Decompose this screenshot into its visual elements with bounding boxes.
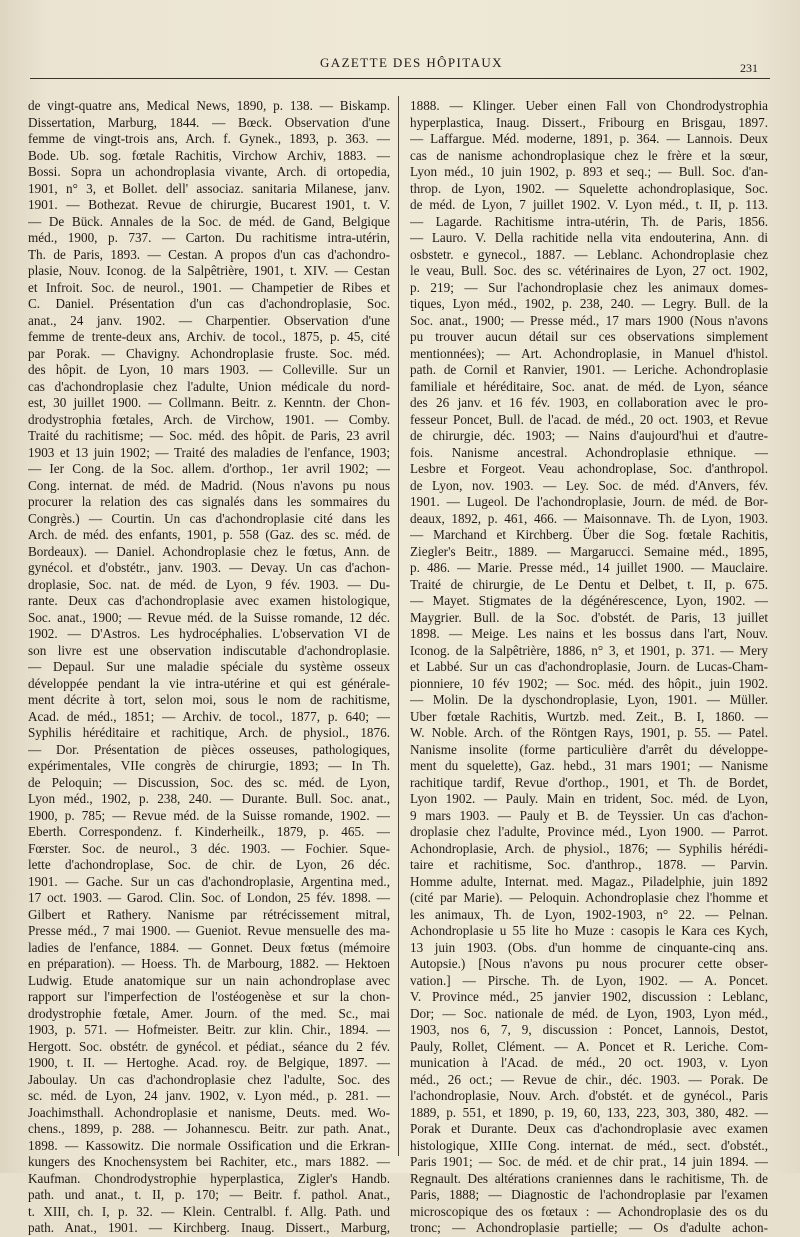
text-line: 1903, p. 571. — Hofmeister. Beitr. zur klin. Chir., 1894. — (28, 1022, 390, 1037)
text-line: droplasie, Soc. nat. de méd. de Lyon, 9 fév. 1903. — Du- (28, 576, 390, 592)
text-line: gynécol. et d'obstétr., janv. 1903. — Devay. Un cas d'achon- (28, 560, 390, 575)
text-line: Fœrster. Soc. de neurol., 3 déc. 1903. — Fochier. Sque- (28, 840, 390, 856)
text-line: cas de nanisme achondroplasique chez le frère et la sœur, (410, 147, 768, 163)
text-line: Dissertation, Marburg, 1844. — Bœck. Observation d'une (28, 114, 390, 130)
text-line: ment du squelette), Gaz. hebd., 31 mars 1901; — Nanisme (410, 758, 768, 773)
text-line: Pauly, Rollet, Clément. — A. Poncet et R. Leriche. Com- (410, 1038, 768, 1054)
text-line: rachitique tardif, Revue d'orthop., 1901, et Th. de Bordet, (410, 774, 768, 790)
text-line: drodystrophie fœtale, Amer. Journ. of the med. Sc., mai (28, 1005, 390, 1021)
text-line: Arch. de méd. des enfants, 1901, p. 558 (Gaz. des sc. méd. de (28, 527, 390, 542)
left-column (28, 98, 390, 1237)
text-line: l'achondroplasie, Nouv. Arch. d'obstét. et de gynécol., Paris (410, 1088, 768, 1103)
text-line: Dor; — Soc. nationale de méd. de Lyon, 1903, Lyon méd., (410, 1005, 768, 1021)
text-line: — Depaul. Sur une maladie spéciale du système osseux (28, 659, 390, 674)
text-line: Presse méd., 7 mai 1900. — Gueniot. Revue mensuelle des ma- (28, 923, 390, 938)
text-line: Joachimsthall. Achondroplasie et nanisme, Deuts. med. Wo- (28, 1104, 390, 1120)
text-line: path. Anat., 1901. — Kirchberg. Inaug. Dissert., Marburg, (28, 1220, 390, 1235)
column-divider (398, 96, 399, 1156)
text-line: histologique, XIIIe Cong. internat. de méd., sect. d'obstét., (410, 1137, 768, 1153)
text-line: Paris 1901; — Soc. de méd. et de chir prat., 14 juin 1894. — (410, 1154, 768, 1169)
text-line: Traité du rachitisme; — Soc. méd. des hôpit. de Paris, 23 avril (28, 428, 390, 443)
text-line: son livre est une observation indiscutable d'achondroplasie. (28, 642, 390, 658)
text-line: ladies de l'enfance, 1884. — Gonnet. Deux fœtus (mémoire (28, 939, 390, 955)
text-line: des hôpit. de Lyon, 10 mars 1903. — Colleville. Sur un (28, 362, 390, 377)
running-header (0, 55, 800, 75)
text-line: — Molin. De la dyschondroplasie, Lyon, 1901. — Müller. (410, 692, 768, 707)
text-line: deaux, 1892, p. 461, 466. — Maisonnave. Th. de Lyon, 1903. (410, 510, 768, 526)
text-line: 1889, p. 551, et 1890, p. 19, 60, 133, 223, 303, 380, 482. — (410, 1104, 768, 1120)
text-line: Hergott. Soc. obstétr. de gynécol. et pédiat., séance du 2 fév. (28, 1038, 390, 1054)
text-line: W. Noble. Arch. of the Röntgen Rays, 1901, p. 55. — Patel. (410, 725, 768, 740)
text-line: en préparation). — Hoess. Th. de Marbourg, 1882. — Hektoen (28, 956, 390, 971)
text-line: Kaufman. Chondrodystrophie hyperplastica, Zigler's Handb. (28, 1170, 390, 1186)
text-line: Lesbre et Forgeot. Veau achondroplase, Soc. d'anthropol. (410, 461, 768, 476)
text-line: Nanisme insolite (forme particulière d'arrêt du développe- (410, 741, 768, 757)
text-line: femme de trente-deux ans, Archiv. de tocol., 1875, p. 45, cité (28, 329, 390, 344)
text-line: cas d'achondroplasie chez l'adulte, Union médicale du nord- (28, 378, 390, 394)
text-line: Bordeaux). — Daniel. Achondroplasie chez le fœtus, Ann. de (28, 543, 390, 559)
text-line: p. 219; — Sur l'achondroplasie chez les animaux domes- (410, 279, 768, 295)
text-line: le veau, Bull. Soc. des sc. vétérinaires de Lyon, 27 oct. 1902, (410, 263, 768, 278)
text-line: Gilbert et Rathery. Nanisme par rétrécissement mitral, (28, 906, 390, 922)
text-line: mentionnées); — Art. Achondroplasie, in Manuel d'histol. (410, 345, 768, 361)
text-line: path. de Cornil et Ranvier, 1901. — Leriche. Achondroplasie (410, 362, 768, 377)
text-line: et Labbé. Sur un cas d'achondroplasie, Journ. de Lucas-Cham- (410, 659, 768, 674)
text-line: expérimentales, VIIe congrès de chirurgie, 1893; — In Th. (28, 758, 390, 773)
text-line: et Infroit. Soc. de neurol., 1901. — Champetier de Ribes et (28, 279, 390, 295)
text-line: rapport sur l'imperfection de l'ostéogenèse et sur la chon- (28, 989, 390, 1004)
text-line: 1898. — Kassowitz. Die normale Ossification und die Erkran- (28, 1137, 390, 1153)
text-line: Lyon méd., 1902, p. 238, 240. — Durante. Bull. Soc. anat., (28, 791, 390, 806)
text-line: femme de vingt-trois ans, Arch. f. Gynek., 1893, p. 363. — (28, 131, 390, 146)
text-line: anat., 24 janv. 1902. — Charpentier. Observation d'une (28, 312, 390, 328)
text-line: kungers des Knochensystem bei Rachiter, etc., mars 1882. — (28, 1154, 390, 1169)
text-line: V. Province méd., 25 janvier 1902, discussion : Leblanc, (410, 989, 768, 1004)
text-line: Bode. Ub. sog. fœtale Rachitis, Virchow Archiv, 1883. — (28, 147, 390, 163)
text-line: Homme adulte, Internat. med. Magaz., Piladelphie, juin 1892 (410, 873, 768, 889)
text-line: Syphilis héréditaire et rachitique, Arch. de physiol., 1876. (28, 725, 390, 740)
text-line: 1902. — D'Astros. Les hydrocéphalies. L'observation VI de (28, 626, 390, 641)
text-line: Achondroplasie u 55 lite ho Muze : casopis le Kara ces Kych, (410, 923, 768, 938)
text-line: droplasie chez l'adulte, Province méd., Lyon 1900. — Parrot. (410, 824, 768, 839)
text-line: 17 oct. 1903. — Garod. Clin. Soc. of London, 25 fév. 1898. — (28, 890, 390, 905)
text-line: 1901. — Gache. Sur un cas d'achondroplasie, Argentina med., (28, 873, 390, 889)
text-line: 1900, p. 785; — Revue méd. de la Suisse romande, 1902. — (28, 807, 390, 823)
text-line: Ziegler's Beitr., 1889. — Margarucci. Semaine méd., 1895, (410, 543, 768, 559)
text-line: de méd. de Lyon, 7 juillet 1902. V. Lyon méd., t. II, p. 113. (410, 197, 768, 212)
text-line: (cité par Marie). — Peloquin. Achondroplasie chez l'homme et (410, 890, 768, 905)
text-line: microscopique des os fœtaux : — Achondroplasie des os du (410, 1203, 768, 1219)
text-line: méd., 1900, p. 737. — Carton. Du rachitisme intra-utérin, (28, 230, 390, 245)
text-line: Congrès.) — Courtin. Un cas d'achondroplasie cité dans les (28, 510, 390, 526)
text-line: méd., 26 oct.; — Revue de chir., déc. 1903. — Porak. De (410, 1071, 768, 1087)
text-line: pionniere, 10 fév 1902; — Soc. méd. des hôpit., juin 1902. (410, 675, 768, 691)
text-line: Jaboulay. Un cas d'achondroplasie chez l'adulte, Soc. des (28, 1071, 390, 1087)
text-line: Traité de chirurgie, de Le Dentu et Delbet, t. II, p. 675. (410, 576, 768, 592)
text-line: pu trouver aucun détail sur ces observations simplement (410, 329, 768, 344)
text-line: ment décrite à tort, selon moi, sous le nom de rachitisme, (28, 692, 390, 707)
text-line: Soc. anat., 1900; — Revue méd. de la Suisse romande, 12 déc. (28, 609, 390, 625)
text-line: — Lagarde. Rachitisme intra-utérin, Th. de Paris, 1856. (410, 213, 768, 229)
text-line: procurer la relation des cas signalés dans les sommaires du (28, 494, 390, 509)
text-line: rante. Deux cas d'achondroplasie avec examen histologique, (28, 593, 390, 608)
text-line: 13 juin 1903. (Obs. d'un homme de cinquante-cinq ans. (410, 939, 768, 955)
text-line: 1898. — Meige. Les nains et les bossus dans l'art, Nouv. (410, 626, 768, 641)
text-line: 1903, nos 6, 7, 9, discussion : Poncet, Lannois, Destot, (410, 1022, 768, 1037)
text-line: drodystrophia fœtales, Arch. de Virchow, 1901. — Comby. (28, 411, 390, 427)
text-line: de chirurgie, déc. 1903; — Nains d'aujourd'hui et d'autre- (410, 428, 768, 443)
text-line: t. XIII, ch. I, p. 32. — Klein. Centralbl. f. Allg. Path. und (28, 1203, 390, 1219)
text-line: les animaux, Th. de Lyon, 1902-1903, n° 22. — Pelnan. (410, 906, 768, 922)
text-line: — Mayet. Stigmates de la dégénérescence, Lyon, 1902. — (410, 593, 768, 608)
text-line: Paris, 1888; — Diagnostic de l'achondroplasie par l'examen (410, 1187, 768, 1202)
text-line: 1888. — Klinger. Ueber einen Fall von Chondrodystrophia (410, 98, 768, 113)
text-line: — Marchand et Kirchberg. Über die Sog. fœtale Rachitis, (410, 527, 768, 542)
text-line: lette d'achondroplase, Soc. de chir. de Lyon, 26 déc. (28, 857, 390, 872)
text-line: Autopsie.) [Nous n'avons pu nous procurer cette obser- (410, 956, 768, 971)
text-line: Ludwig. Etude anatomique sur un nain achondroplase avec (28, 972, 390, 988)
text-line: Cong. internat. de méd. de Madrid. (Nous n'avons pu nous (28, 477, 390, 493)
text-line: p. 486. — Marie. Presse méd., 14 juillet 1900. — Mauclaire. (410, 560, 768, 575)
text-line: Th. de Paris, 1893. — Cestan. A propos d'un cas d'achondro- (28, 246, 390, 262)
text-line: — De Bück. Annales de la Soc. de méd. de Gand, Belgique (28, 213, 390, 229)
text-line: path. und anat., t. II, p. 170; — Beitr. f. pathol. Anat., (28, 1187, 390, 1202)
text-line: throp. de Lyon, 1902. — Squelette achondroplasique, Soc. (410, 180, 768, 196)
text-line: Lyon méd., 10 juin 1902, p. 893 et seq.; — Bull. Soc. d'an- (410, 164, 768, 179)
text-line: — Dor. Présentation de pièces osseuses, pathologiques, (28, 741, 390, 757)
text-line: Porak et Durante. Deux cas d'achondroplasie avec examen (410, 1121, 768, 1136)
text-line: Uber fœtale Rachitis, Wurtzb. med. Zeit., B. I, 1860. — (410, 708, 768, 724)
text-line: familiale et héréditaire, Soc. anat. de méd. de Lyon, séance (410, 378, 768, 394)
text-line: plasie, Nouv. Iconog. de la Salpêtrière, 1901, t. XIV. — Cestan (28, 263, 390, 278)
text-line: tronc; — Achondroplasie partielle; — Os d'adulte achon- (410, 1220, 768, 1235)
text-line: 1901. — Lugeol. De l'achondroplasie, Journ. de méd. de Bor- (410, 494, 768, 509)
text-line: — Lauro. V. Della rachitide nella vita endouterina, Ann. di (410, 230, 768, 245)
text-line: fesseur Poncet, Bull. de l'acad. de méd., 20 oct. 1903, et Revue (410, 411, 768, 427)
text-line: sc. méd. de Lyon, 24 janv. 1902, v. Lyon méd., p. 281. — (28, 1088, 390, 1103)
text-line: munication à l'Acad. de méd., 20 oct. 1903, v. Lyon (410, 1055, 768, 1070)
text-line: de vingt-quatre ans, Medical News, 1890, p. 138. — Biskamp. (28, 98, 390, 113)
text-line: Acad. de méd., 1851; — Archiv. de tocol., 1877, p. 640; — (28, 708, 390, 724)
text-line: fois. Nanisme ancestral. Achondroplasie ethnique. — (410, 444, 768, 460)
text-line: vation.] — Pirsche. Th. de Lyon, 1902. — A. Poncet. (410, 972, 768, 988)
header-rule (30, 78, 770, 79)
text-line: Lyon 1902. — Pauly. Main en trident, Soc. méd. de Lyon, (410, 791, 768, 806)
text-line: — Ier Cong. de la Soc. allem. d'orthop., 1er avril 1902; — (28, 461, 390, 476)
text-line: hyperplastica, Inaug. Dissert., Fribourg en Brisgau, 1897. (410, 114, 768, 130)
text-line: de Peloquin; — Discussion, Soc. des sc. méd. de Lyon, (28, 774, 390, 790)
text-line: Soc. anat., 1900; — Presse méd., 17 mars 1900 (Nous n'avons (410, 312, 768, 328)
text-line: Achondroplasie, Arch. de physiol., 1876; — Syphilis hérédi- (410, 840, 768, 856)
text-line: Iconog. de la Salpêtrière, 1886, n° 3, et 1901, p. 371. — Mery (410, 642, 768, 658)
text-line: taire et rachitisme, Soc. d'anthrop., 1878. — Parvin. (410, 857, 768, 872)
text-line: Maygrier. Bull. de la Soc. d'obstét. de Paris, 13 juillet (410, 609, 768, 625)
text-line: 1903 et 13 juin 1902; — Traité des maladies de l'enfance, 1903; (28, 444, 390, 460)
text-line: Eberth. Correspondenz. f. Kinderheilk., 1879, p. 465. — (28, 824, 390, 839)
text-line: de Lyon, nov. 1903. — Ley. Soc. de méd. d'Anvers, fév. (410, 477, 768, 493)
text-line: tiques, Lyon méd., 1902, p. 238, 240. — Legry. Bull. de la (410, 296, 768, 311)
text-line: chens., 1899, p. 288. — Johannescu. Beitr. zur path. Anat., (28, 1121, 390, 1136)
text-line: 9 mars 1903. — Pauly et B. de Teyssier. Un cas d'achon- (410, 807, 768, 823)
text-line: 1901. — Bothezat. Revue de chirurgie, Bucarest 1901, t. V. (28, 197, 390, 212)
page-number: 231 (740, 61, 758, 75)
text-line: — Laffargue. Méd. moderne, 1891, p. 364. — Lannois. Deux (410, 131, 768, 146)
text-line: Bossi. Sopra un achondroplasia vivante, Arch. di ortopedia, (28, 164, 390, 179)
right-column (410, 98, 768, 1237)
text-line: par Porak. — Chavigny. Achondroplasie fruste. Soc. méd. (28, 345, 390, 361)
text-line: des 26 janv. et 16 fév. 1903, en collaboration avec le pro- (410, 395, 768, 410)
text-line: C. Daniel. Présentation d'un cas d'achondroplasie, Soc. (28, 296, 390, 311)
text-line: Regnault. Des altérations craniennes dans le rachitisme, Th. de (410, 1170, 768, 1186)
journal-title: GAZETTE DES HÔPITAUX (320, 55, 503, 70)
text-line: développée pendant la vie intra-utérine et qui est générale- (28, 675, 390, 691)
text-line: est, 30 juillet 1900. — Collmann. Beitr. z. Kenntn. der Chon- (28, 395, 390, 410)
text-line: 1901, n° 3, et Bollet. dell' associaz. sanitaria Milanese, janv. (28, 180, 390, 196)
text-line: 1900, t. II. — Hertoghe. Acad. roy. de Belgique, 1897. — (28, 1055, 390, 1070)
text-line: osbstetr. e gynecol., 1887. — Leblanc. Achondroplasie chez (410, 246, 768, 262)
